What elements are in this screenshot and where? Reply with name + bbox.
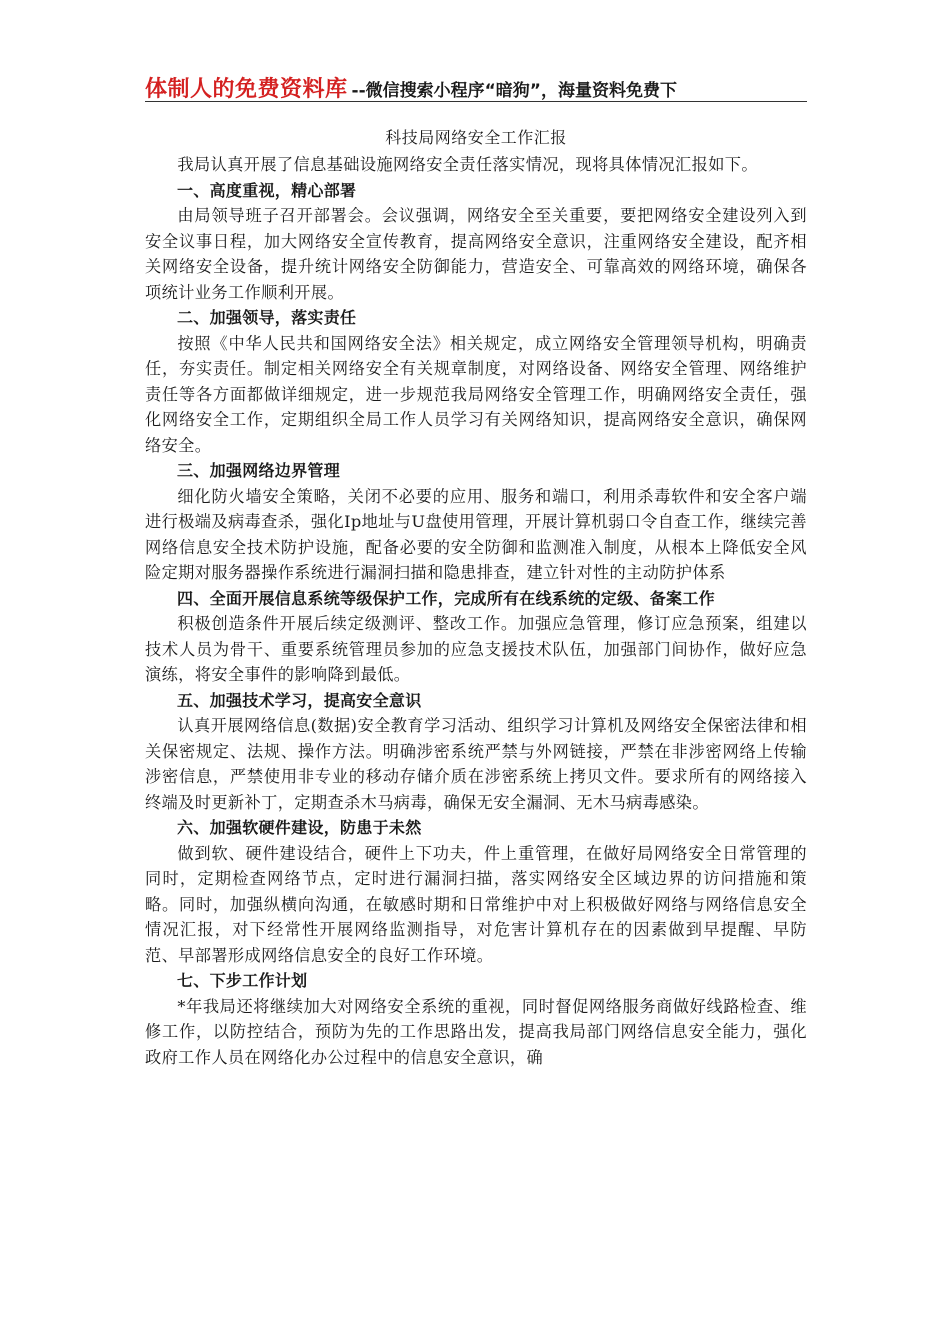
section-2 bbox=[145, 305, 807, 458]
section-heading: 二、加强领导，落实责任 bbox=[177, 308, 357, 327]
section-heading: 一、高度重视，精心部署 bbox=[177, 180, 357, 200]
section-heading: 五、加强技术学习，提高安全意识 bbox=[177, 690, 422, 710]
banner-slogan: --微信搜索小程序“暗狗”，海量资料免费下 bbox=[351, 81, 677, 101]
section-body: 细化防火墙安全策略，关闭不必要的应用、服务和端口，利用杀毒软件和安全客户端进行极端及病毒查杀，强化Ip地址与U盘使用管理，开展计算机弱口令自查工作，继续完善网络信息安全技术防护设施，配备必要的安全防御和监测准入制度，从根本上降低安全风险定期对服务器操作系统进行漏洞扫描和隐患排查，建立针对性的主动防护体系 bbox=[145, 486, 807, 582]
section-heading: 七、下步工作计划 bbox=[177, 971, 308, 990]
section-heading: 四、全面开展信息系统等级保护工作，完成所有在线系统的定级、备案工作 bbox=[177, 588, 715, 608]
section-body: 积极创造条件开展后续定级测评、整改工作。加强应急管理，修订应急预案，组建以技术人员为骨干、重要系统管理员参加的应急支援技术队伍，加强部门间协作，做好应急演练，将安全事件的影响降到最低。 bbox=[145, 614, 807, 684]
section-body: 做到软、硬件建设结合，硬件上下功夫，件上重管理，在做好局网络安全日常管理的同时，定期检查网络节点，定时进行漏洞扫描，落实网络安全区域边界的访问措施和策略。同时，加强纵横向沟通，在敏感时期和日常维护中对上积极做好网络与网络信息安全情况汇报，对下经常性开展网络监测指导，对危害计算机存在的因素做到早提醒、早防范、早部署形成网络信息安全的良好工作环境。 bbox=[145, 843, 807, 965]
section-1 bbox=[145, 178, 807, 306]
section-5 bbox=[145, 688, 807, 816]
section-heading: 六、加强软硬件建设，防患于未然 bbox=[177, 818, 422, 837]
banner-brand: 体制人的免费资料库 bbox=[145, 77, 348, 102]
section-heading: 三、加强网络边界管理 bbox=[177, 461, 341, 480]
header-banner bbox=[145, 72, 807, 102]
section-body: *年我局还将继续加大对网络安全系统的重视，同时督促网络服务商做好线路检查、维修工作，以防控结合，预防为先的工作思路出发，提高我局部门网络信息安全能力，强化政府工作人员在网络化办公过程中的信息安全意识，确 bbox=[145, 996, 807, 1067]
section-4 bbox=[145, 586, 807, 688]
section-6 bbox=[145, 815, 807, 968]
header-rule bbox=[145, 101, 807, 102]
document-body bbox=[145, 124, 807, 1070]
section-body: 按照《中华人民共和国网络安全法》相关规定，成立网络安全管理领导机构，明确责任，夯实责任。制定相关网络安全有关规章制度，对网络设备、网络安全管理、网络维护责任等各方面都做详细规定，进一步规范我局网络安全管理工作，明确网络安全责任，强化网络安全工作，定期组织全局工作人员学习有关网络知识，提高网络安全意识，确保网络安全。 bbox=[145, 333, 807, 455]
intro-paragraph: 我局认真开展了信息基础设施网络安全责任落实情况，现将具体情况汇报如下。 bbox=[177, 155, 758, 174]
section-7 bbox=[145, 968, 807, 1070]
document-title: 科技局网络安全工作汇报 bbox=[385, 128, 567, 147]
section-body: 认真开展网络信息(数据)安全教育学习活动、组织学习计算机及网络安全保密法律和相关保密规定、法规、操作方法。明确涉密系统严禁与外网链接，严禁在非涉密网络上传输涉密信息，严禁使用非专业的移动存储介质在涉密系统上拷贝文件。要求所有的网络接入终端及时更新补丁，定期查杀木马病毒，确保无安全漏洞、无木马病毒感染。 bbox=[145, 716, 807, 812]
section-body: 由局领导班子召开部署会。会议强调，网络安全至关重要，要把网络安全建设列入到安全议事日程，加大网络安全宣传教育，提高网络安全意识，注重网络安全建设，配齐相关网络安全设备，提升统计网络安全防御能力，营造安全、可靠高效的网络环境，确保各项统计业务工作顺利开展。 bbox=[145, 206, 807, 302]
section-3 bbox=[145, 458, 807, 586]
